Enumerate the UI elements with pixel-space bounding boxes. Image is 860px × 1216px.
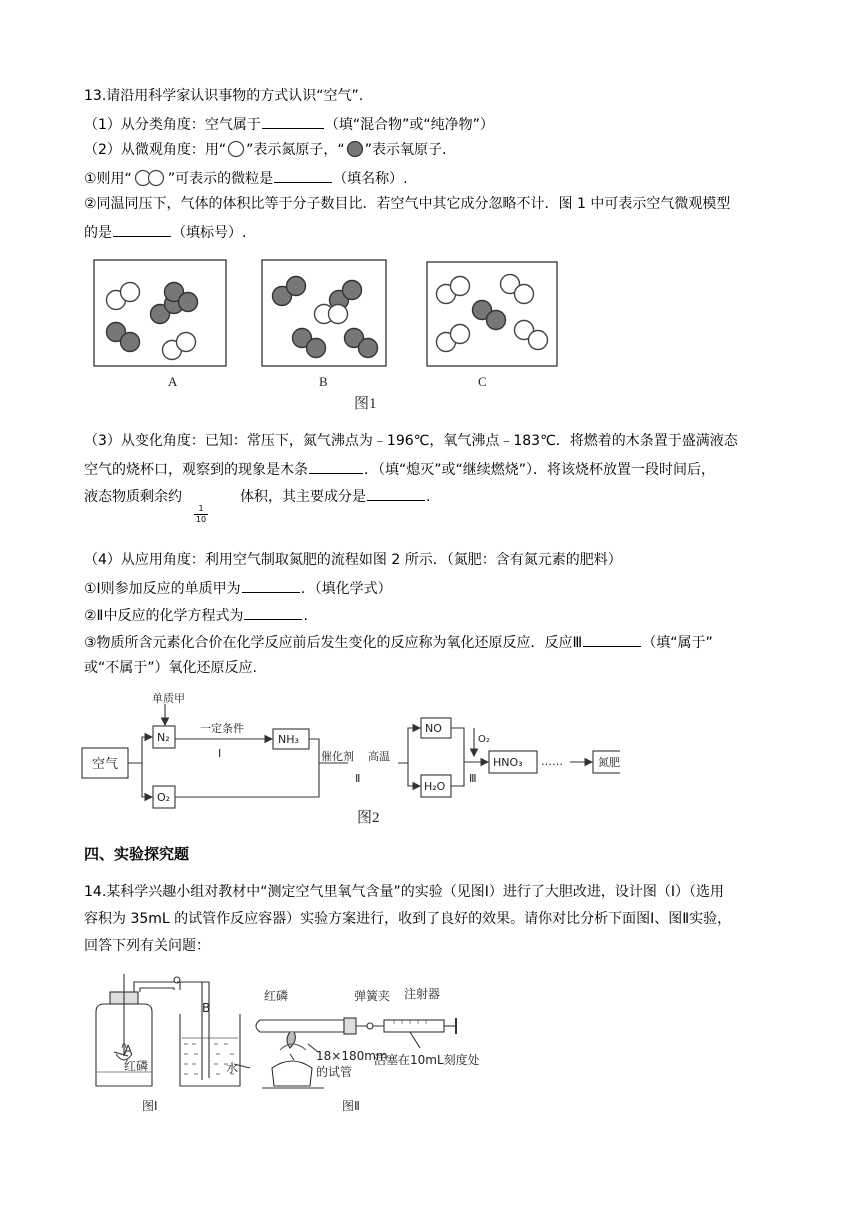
fig1-label-b: B bbox=[319, 374, 328, 389]
label-red-phosphorus-1: 红磷 bbox=[124, 1059, 149, 1073]
fig-ii-caption: 图Ⅱ bbox=[342, 1099, 360, 1113]
fig1-caption: 图1 bbox=[354, 396, 377, 412]
q13-part4-2-text: ②Ⅱ中反应的化学方程式为 bbox=[84, 608, 244, 624]
section-heading: 四、实验探究题 bbox=[84, 845, 190, 863]
label-a: A bbox=[124, 1043, 133, 1057]
fig1-label-a: A bbox=[168, 374, 178, 389]
fraction-denominator: 10 bbox=[195, 515, 207, 524]
q13-part3-cont-2 bbox=[84, 485, 430, 507]
q13-part4-3-hint: （填“属于” bbox=[642, 635, 713, 651]
q13-part2-text: （2）从微观角度：用“ bbox=[84, 142, 227, 158]
q13-part2-2-cont bbox=[84, 221, 246, 243]
label-b: B bbox=[202, 1001, 211, 1015]
q13-part2-1-hint: （填名称）. bbox=[333, 171, 408, 187]
q13-part4-1-hint: ．（填化学式） bbox=[300, 581, 392, 597]
q13-part4-3 bbox=[84, 631, 713, 653]
fraction-numerator: 1 bbox=[198, 504, 204, 513]
piston-pointer bbox=[410, 1032, 420, 1048]
q13-part3: （3）从变化角度：已知：常压下，氮气沸点为﹣196℃，氧气沸点﹣183℃．将燃着的木条置于盛满液态 bbox=[84, 433, 738, 449]
q13-part1-hint: （填“混合物”或“纯净物”） bbox=[324, 117, 494, 133]
figure-2 bbox=[80, 690, 620, 836]
fig2-high-temp: 高温 bbox=[368, 750, 390, 763]
answer-blank-8[interactable] bbox=[583, 631, 641, 647]
fig2-reaction-1: Ⅰ bbox=[218, 747, 222, 760]
q13-part3-cont bbox=[84, 458, 715, 480]
q13-part2-1-text-2: ”可表示的微粒是 bbox=[167, 171, 274, 187]
label-red-phosphorus-2: 红磷 bbox=[264, 989, 289, 1003]
q13-title: 13.请沿用科学家认识事物的方式认识“空气”. bbox=[84, 88, 364, 104]
nitrogen-atom-icon bbox=[226, 140, 246, 158]
fig2-h2o: H₂O bbox=[424, 780, 446, 793]
q13-part3-text-3: 体积，其主要成分是 bbox=[240, 489, 366, 505]
q13-part3-text-2: 液态物质剩余约 bbox=[84, 489, 182, 505]
fig2-o2: O₂ bbox=[157, 791, 171, 804]
label-spring-clamp: 弹簧夹 bbox=[354, 989, 391, 1003]
answer-blank-5[interactable] bbox=[367, 485, 425, 501]
nitrogen-molecule-icon bbox=[132, 169, 168, 187]
fig1-label-c: C bbox=[478, 374, 487, 389]
q13-part2-1 bbox=[84, 167, 408, 189]
answer-blank-3[interactable] bbox=[113, 221, 171, 237]
fig2-dots: …… bbox=[541, 755, 563, 768]
q14-line-3: 回答下列有关问题： bbox=[84, 938, 210, 954]
q13-part4: （4）从应用角度：利用空气制取氮肥的流程如图 2 所示．（氮肥：含有氮元素的肥料） bbox=[84, 552, 622, 568]
q13-part4-2-end: . bbox=[303, 608, 308, 624]
apparatus-figure bbox=[84, 968, 484, 1118]
phosphorus bbox=[287, 1032, 295, 1048]
answer-blank-4[interactable] bbox=[309, 458, 363, 474]
q13-part2-1-text: ①则用“ bbox=[84, 171, 132, 187]
q13-part4-1 bbox=[84, 577, 392, 599]
fig2-caption: 图2 bbox=[357, 810, 380, 826]
beaker bbox=[180, 1014, 240, 1086]
answer-blank-2[interactable] bbox=[274, 167, 332, 183]
fig2-reaction-3: Ⅲ bbox=[469, 772, 477, 785]
fig2-reagent: 单质甲 bbox=[152, 692, 185, 705]
q14-line-2: 容积为 35mL 的试管作反应容器）实验方案进行，收到了良好的效果。请你对比分析下面图Ⅰ、图Ⅱ实验， bbox=[84, 911, 732, 927]
label-piston: 活塞在10mL刻度处 bbox=[374, 1053, 480, 1067]
glass-tube bbox=[177, 982, 209, 1078]
fig2-fertilizer: 氮肥 bbox=[598, 756, 620, 769]
q13-part2-text-3: ”表示氧原子. bbox=[364, 142, 447, 158]
answer-blank-7[interactable] bbox=[244, 604, 302, 620]
fig2-air: 空气 bbox=[92, 757, 119, 772]
tube-i bbox=[134, 982, 180, 992]
fig2-no: NO bbox=[425, 722, 442, 735]
answer-blank-6[interactable] bbox=[242, 577, 300, 593]
q13-part2-2-text: 的是 bbox=[84, 225, 112, 241]
q13-part4-3-text: ③物质所含元素化合价在化学反应前后发生变化的反应称为氧化还原反应．反应Ⅲ bbox=[84, 635, 583, 651]
q13-part1 bbox=[84, 113, 494, 135]
fig2-hno3: HNO₃ bbox=[493, 756, 523, 769]
fig2-n2: N₂ bbox=[157, 731, 170, 744]
fig2-catalyst: 催化剂 bbox=[321, 750, 354, 763]
label-tube-size: 18×180mm bbox=[316, 1049, 388, 1063]
q13-part2-2: ②同温同压下，气体的体积比等于分子数目比．若空气中其它成分忽略不计．图 1 中可表示空气微观模型 bbox=[84, 196, 731, 212]
fig-i-caption: 图Ⅰ bbox=[142, 1099, 158, 1113]
q13-part3-text: 空气的烧杯口，观察到的现象是木条 bbox=[84, 462, 308, 478]
q13-part4-3-cont: 或“不属于”）氧化还原反应. bbox=[84, 660, 257, 676]
q13-part2-text-2: ”表示氮原子，“ bbox=[246, 142, 345, 158]
tube-stopper bbox=[344, 1018, 356, 1034]
syringe bbox=[384, 1020, 444, 1032]
q13-part2-2-hint: （填标号）. bbox=[172, 225, 247, 241]
q13-part2 bbox=[84, 140, 446, 160]
answer-blank-1[interactable] bbox=[262, 113, 324, 129]
fig2-o2-added: O₂ bbox=[478, 734, 490, 745]
fig2-reaction-2: Ⅱ bbox=[355, 772, 361, 785]
q13-part1-text: （1）从分类角度：空气属于 bbox=[84, 117, 261, 133]
label-syringe: 注射器 bbox=[404, 987, 441, 1001]
label-tube-name: 的试管 bbox=[316, 1065, 353, 1079]
oxygen-atom-icon bbox=[345, 140, 365, 158]
fig2-nh3: NH₃ bbox=[278, 733, 299, 746]
test-tube bbox=[256, 1020, 344, 1032]
alcohol-lamp bbox=[272, 1061, 312, 1086]
spring-clamp bbox=[367, 1023, 373, 1029]
q14-line-1: 14.某科学兴趣小组对教材中“测定空气里氧气含量”的实验（见图Ⅰ）进行了大胆改进，设计图（Ⅰ）（选用 bbox=[84, 884, 725, 900]
fig2-condition-1: 一定条件 bbox=[200, 722, 244, 735]
label-water: 水 bbox=[226, 1061, 239, 1075]
q13-part3-hint: ．（填“熄灭”或“继续燃烧”）．将该烧杯放置一段时间后， bbox=[364, 462, 716, 478]
q13-part4-2 bbox=[84, 604, 308, 626]
fraction bbox=[194, 504, 208, 525]
q13-part3-end: . bbox=[426, 489, 431, 505]
figure-1 bbox=[84, 252, 584, 414]
q13-part4-1-text: ①Ⅰ则参加反应的单质甲为 bbox=[84, 581, 241, 597]
